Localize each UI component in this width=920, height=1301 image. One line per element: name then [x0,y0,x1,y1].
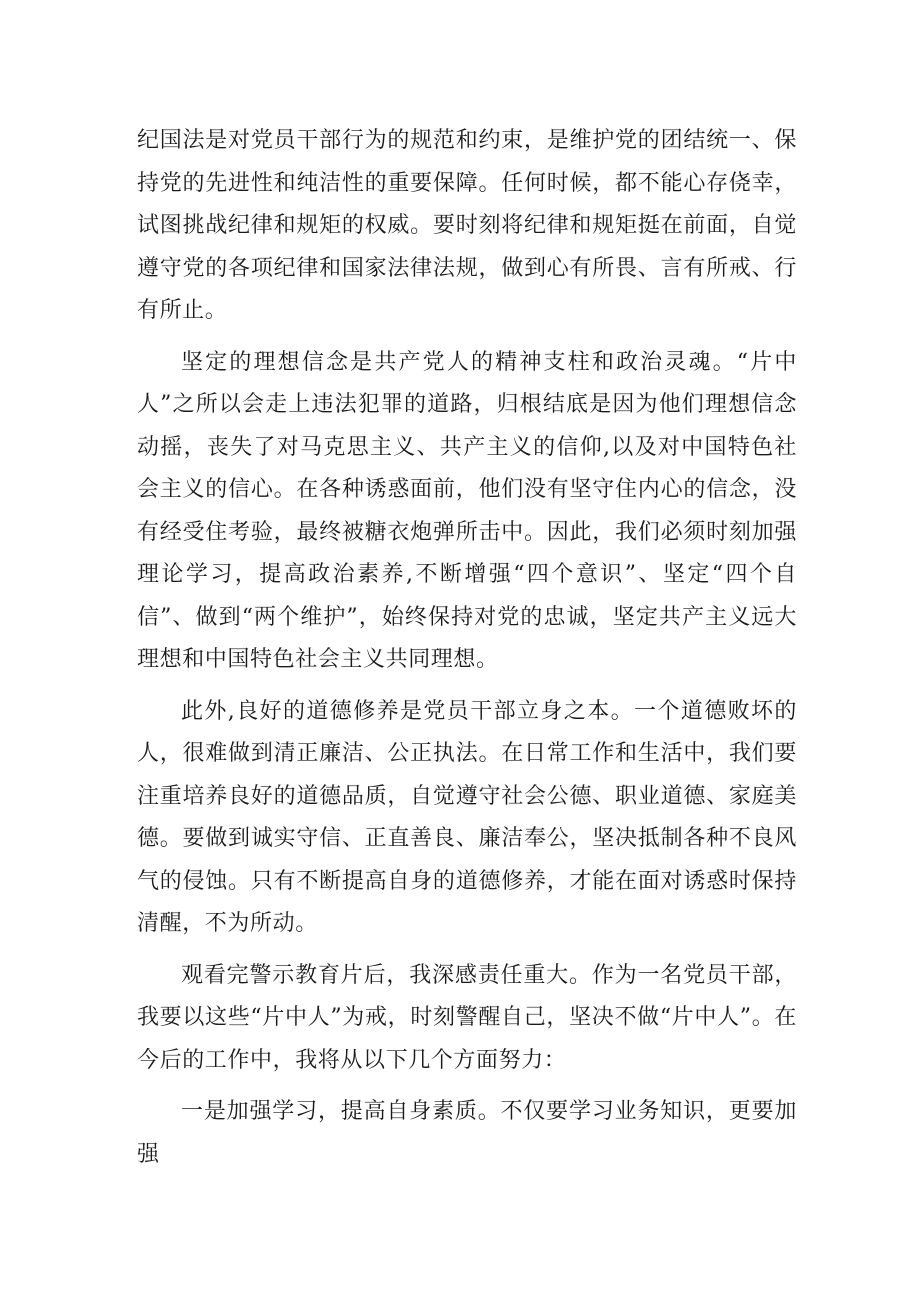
paragraph-4: 观看完警示教育片后，我深感责任重大。作为一名党员干部，我要以这些“片中人”为戒，时刻警醒自己，坚决不做“片中人”。在今后的工作中，我将从以下几个方面努力： [137,962,797,1073]
paragraph-2: 坚定的理想信念是共产党人的精神支柱和政治灵魂。“片中人”之所以会走上违法犯罪的道路，归根结底是因为他们理想信念动摇，丧失了对马克思主义、共产主义的信仰,以及对中国特色社会主义的信心。在各种诱惑面前，他们没有坚守住内心的信念，没有经受住考验，最终被糖衣炮弹所击中。因此，我们必须时刻加强理论学习，提高政治素养,不断增强“四个意识”、坚定“四个自信”、做到“两个维护”，始终保持对党的忠诚，坚定共产主义远大理想和中国特色社会主义共同理想。 [137,349,797,672]
paragraph-1: 纪国法是对党员干部行为的规范和约束，是维护党的团结统一、保持党的先进性和纯洁性的重要保障。任何时候，都不能心存侥幸，试图挑战纪律和规矩的权威。要时刻将纪律和规矩挺在前面，自觉遵守党的各项纪律和国家法律法规，做到心有所畏、言有所戒、行有所止。 [137,128,797,323]
document-body [137,120,797,1185]
paragraph-3: 此外,良好的道德修养是党员干部立身之本。一个道德败坏的人，很难做到清正廉洁、公正执法。在日常工作和生活中，我们要注重培养良好的道德品质，自觉遵守社会公德、职业道德、家庭美德。要做到诚实守信、正直善良、廉洁奉公，坚决抵制各种不良风气的侵蚀。只有不断提高自身的道德修养，才能在面对诱惑时保持清醒，不为所动。 [137,698,797,936]
paragraph-5: 一是加强学习，提高自身素质。不仅要学习业务知识，更要加强 [137,1099,797,1167]
